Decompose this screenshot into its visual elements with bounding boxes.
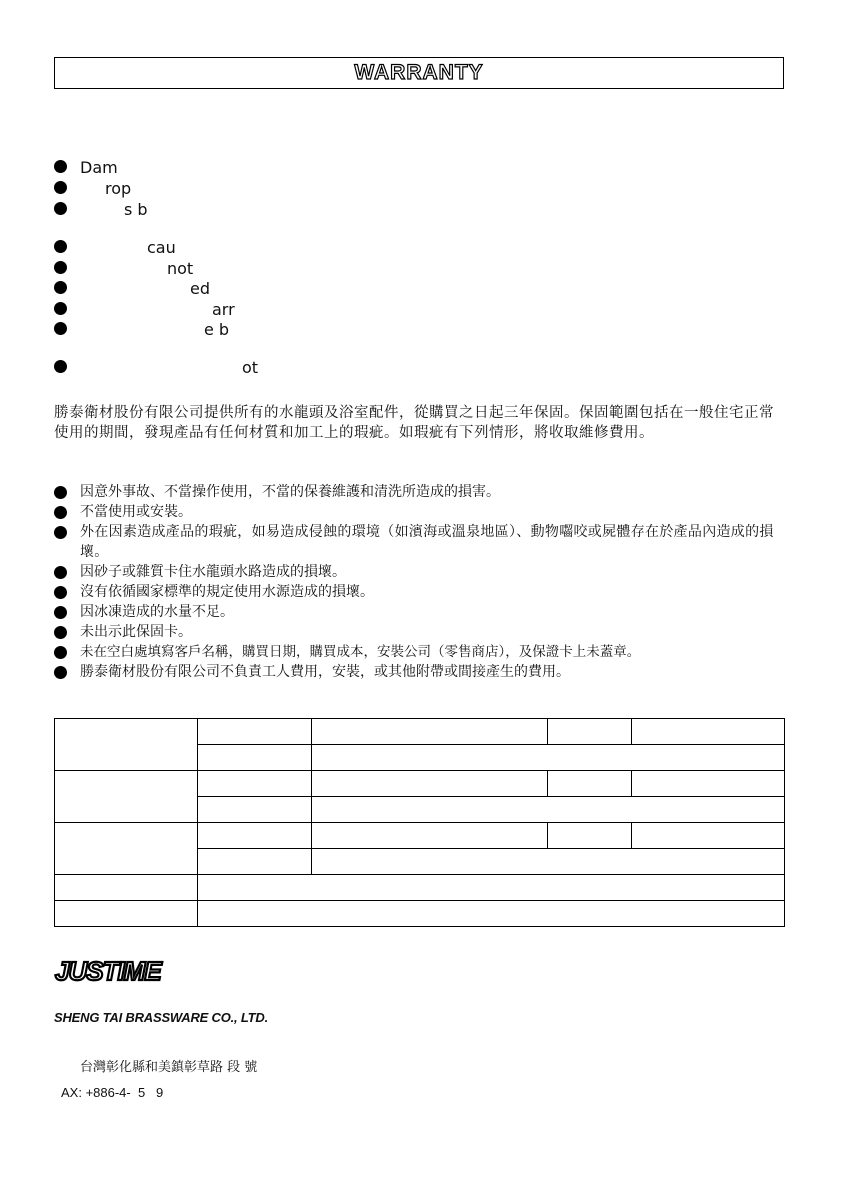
zh-item-text: 因意外事故、不當操作使用，不當的保養維護和清洗所造成的損害。 <box>80 484 500 500</box>
zh-list-item <box>54 602 234 622</box>
zh-list-item <box>54 522 784 562</box>
table-cell[interactable] <box>548 771 632 797</box>
table-cell <box>55 823 198 875</box>
table-cell[interactable] <box>312 771 548 797</box>
table-cell[interactable] <box>198 771 312 797</box>
chinese-intro: 勝泰衛材股份有限公司提供所有的水龍頭及浴室配件，從購買之日起三年保固。保固範圍包括在一般住宅正常使用的期間，發現產品有任何材質和加工上的瑕疵。如瑕疵有下列情形，將收取維修費用。 <box>54 405 774 441</box>
table-cell[interactable] <box>312 849 785 875</box>
en-bullet <box>54 156 67 176</box>
en-item-text: arr <box>212 300 235 319</box>
zh-list-item <box>54 482 500 502</box>
logo-text: JUSTIME <box>55 956 161 986</box>
table-cell[interactable] <box>548 719 632 745</box>
zh-item-text: 未出示此保固卡。 <box>80 624 192 640</box>
table-cell[interactable] <box>632 719 785 745</box>
zh-item-text: 因砂子或雜質卡住水龍頭水路造成的損壞。 <box>80 564 346 580</box>
table-cell[interactable] <box>198 901 785 927</box>
table-row <box>55 719 785 745</box>
table-cell[interactable] <box>312 719 548 745</box>
table-cell <box>55 875 198 901</box>
zh-list-item <box>54 562 346 582</box>
zh-item-text: 因冰凍造成的水量不足。 <box>80 604 234 620</box>
en-item-text: ot <box>242 358 259 377</box>
table-cell[interactable] <box>548 823 632 849</box>
table-row <box>55 901 785 927</box>
zh-list-item <box>54 622 192 642</box>
company-name: SHENG TAI BRASSWARE CO., LTD. <box>54 1010 269 1025</box>
zh-list-item <box>54 502 192 522</box>
table-cell <box>55 771 198 823</box>
zh-list-item <box>54 642 640 662</box>
en-item-text: cau <box>147 238 176 257</box>
zh-list-item <box>54 582 374 602</box>
en-bullet <box>54 236 67 256</box>
warranty-title: WARRANTY <box>354 61 484 84</box>
table-row <box>55 771 785 797</box>
en-bullet <box>54 198 67 218</box>
en-bullet <box>54 257 67 277</box>
warranty-card-table <box>54 718 785 927</box>
en-item-text: e b <box>204 320 230 339</box>
en-bullet <box>54 277 67 297</box>
table-row <box>55 823 785 849</box>
en-item-text: not <box>167 259 194 278</box>
table-cell[interactable] <box>632 823 785 849</box>
en-item-text: rop <box>105 179 132 198</box>
en-item-text: ed <box>190 279 210 298</box>
company-fax: AX: +886-4- 5 9 <box>61 1085 164 1100</box>
warranty-title-box <box>54 57 784 89</box>
zh-item-text: 沒有依循國家標準的規定使用水源造成的損壞。 <box>80 584 374 600</box>
table-cell[interactable] <box>198 797 312 823</box>
table-cell[interactable] <box>198 719 312 745</box>
table-cell[interactable] <box>632 771 785 797</box>
table-cell[interactable] <box>198 849 312 875</box>
table-cell[interactable] <box>198 875 785 901</box>
en-bullet <box>54 356 67 376</box>
table-row <box>55 875 785 901</box>
table-cell[interactable] <box>198 745 312 771</box>
zh-item-text: 勝泰衛材股份有限公司不負責工人費用，安裝，或其他附帶或間接產生的費用。 <box>80 664 570 680</box>
table-cell[interactable] <box>312 797 785 823</box>
zh-list-item <box>54 662 570 682</box>
en-item-text: Dam <box>80 158 118 177</box>
zh-item-text: 不當使用或安裝。 <box>80 504 192 520</box>
justime-logo <box>55 956 161 987</box>
table-cell <box>55 901 198 927</box>
zh-item-text: 外在因素造成產品的瑕疵，如易造成侵蝕的環境（如濱海或溫泉地區）、動物囓咬或屍體存在於產品內造成的損壞。 <box>80 524 774 560</box>
table-cell <box>55 719 198 771</box>
company-address: 台灣彰化縣和美鎮彰草路 段 號 <box>80 1060 258 1075</box>
en-bullet <box>54 318 67 338</box>
en-item-text: s b <box>124 200 148 219</box>
table-cell[interactable] <box>198 823 312 849</box>
table-cell[interactable] <box>312 745 785 771</box>
zh-item-text: 未在空白處填寫客戶名稱，購買日期，購買成本，安裝公司（零售商店），及保證卡上未蓋章。 <box>80 644 641 660</box>
en-bullet <box>54 298 67 318</box>
en-bullet <box>54 177 67 197</box>
table-cell[interactable] <box>312 823 548 849</box>
